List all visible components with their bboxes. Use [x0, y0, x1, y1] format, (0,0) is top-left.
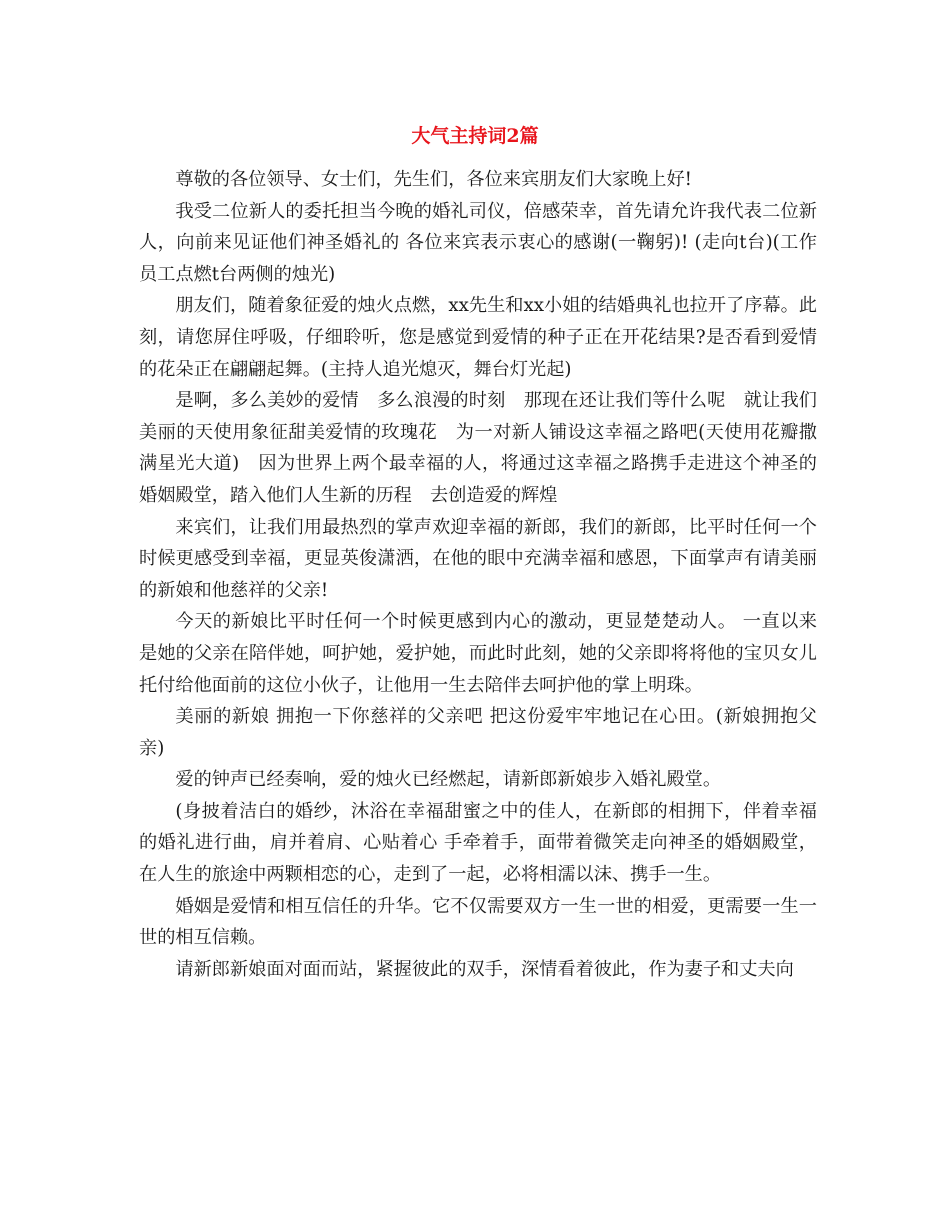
- paragraph-bride-entrance: (身披着洁白的婚纱，沐浴在幸福甜蜜之中的佳人，在新郎的相拥下，伴着幸福的婚礼进行曲，肩并着肩、心贴着心 手牵着手，面带着微笑走向神圣的婚姻殿堂，在人生的旅途中两颗相恋的心，走到了一起，必将相濡以沫、携手一生。: [139, 800, 817, 886]
- paragraph-greeting: 尊敬的各位领导、女士们，先生们，各位来宾朋友们大家晚上好!: [175, 169, 692, 190]
- document-body: [139, 164, 817, 985]
- document-title: 大气主持词2篇: [411, 125, 539, 147]
- paragraph-bride-hug: 美丽的新娘 拥抱一下你慈祥的父亲吧 把这份爱牢牢地记在心田。(新娘拥抱父亲): [139, 706, 817, 759]
- paragraph-groom-welcome: 来宾们，让我们用最热烈的掌声欢迎幸福的新郎，我们的新郎，比平时任何一个时候更感受到幸福，更显英俊潇洒，在他的眼中充满幸福和感恩，下面掌声有请美丽的新娘和他慈祥的父亲!: [139, 516, 817, 601]
- paragraph-host-intro: 我受二位新人的委托担当今晚的婚礼司仪，倍感荣幸，首先请允许我代表二位新人，向前来见证他们神圣婚礼的 各位来宾表示衷心的感谢(一鞠躬)! (走向t台)(工作员工点燃t台两侧的烛光): [139, 200, 817, 285]
- paragraph-marriage-trust: 婚姻是爱情和相互信任的升华。它不仅需要双方一生一世的相爱，更需要一生一世的相互信赖。: [139, 895, 817, 949]
- paragraph-angels-path: 是啊，多么美妙的爱情 多么浪漫的时刻 那现在还让我们等什么呢 就让我们美丽的天使用象征甜美爱情的玫瑰花 为一对新人铺设这幸福之路吧(天使用花瓣撒满星光大道) 因为世界上两个最幸福的人，将通过这幸福之路携手走进这个神圣的婚姻殿堂，踏入他们人生新的历程 去创造爱的辉煌: [139, 390, 817, 506]
- paragraph-candle-lighting: 朋友们，随着象征爱的烛火点燃，xx先生和xx小姐的结婚典礼也拉开了序幕。此刻，请您屏住呼吸，仔细聆听，您是感觉到爱情的种子正在开花结果?是否看到爱情的花朵正在翩翩起舞。(主持人追光熄灭，舞台灯光起): [139, 295, 817, 380]
- paragraph-face-to-face: 请新郎新娘面对面而站，紧握彼此的双手，深情看着彼此，作为妻子和丈夫向: [175, 958, 794, 980]
- paragraph-wedding-bell: 爱的钟声已经奏响，爱的烛火已经燃起，请新郎新娘步入婚礼殿堂。: [175, 769, 722, 791]
- paragraph-bride-father: 今天的新娘比平时任何一个时候更感到内心的激动，更显楚楚动人。 一直以来是她的父亲在陪伴她，呵护她，爱护她，而此时此刻，她的父亲即将将他的宝贝女儿托付给他面前的这位小伙子，让他用一生去陪伴去呵护他的掌上明珠。: [139, 611, 817, 696]
